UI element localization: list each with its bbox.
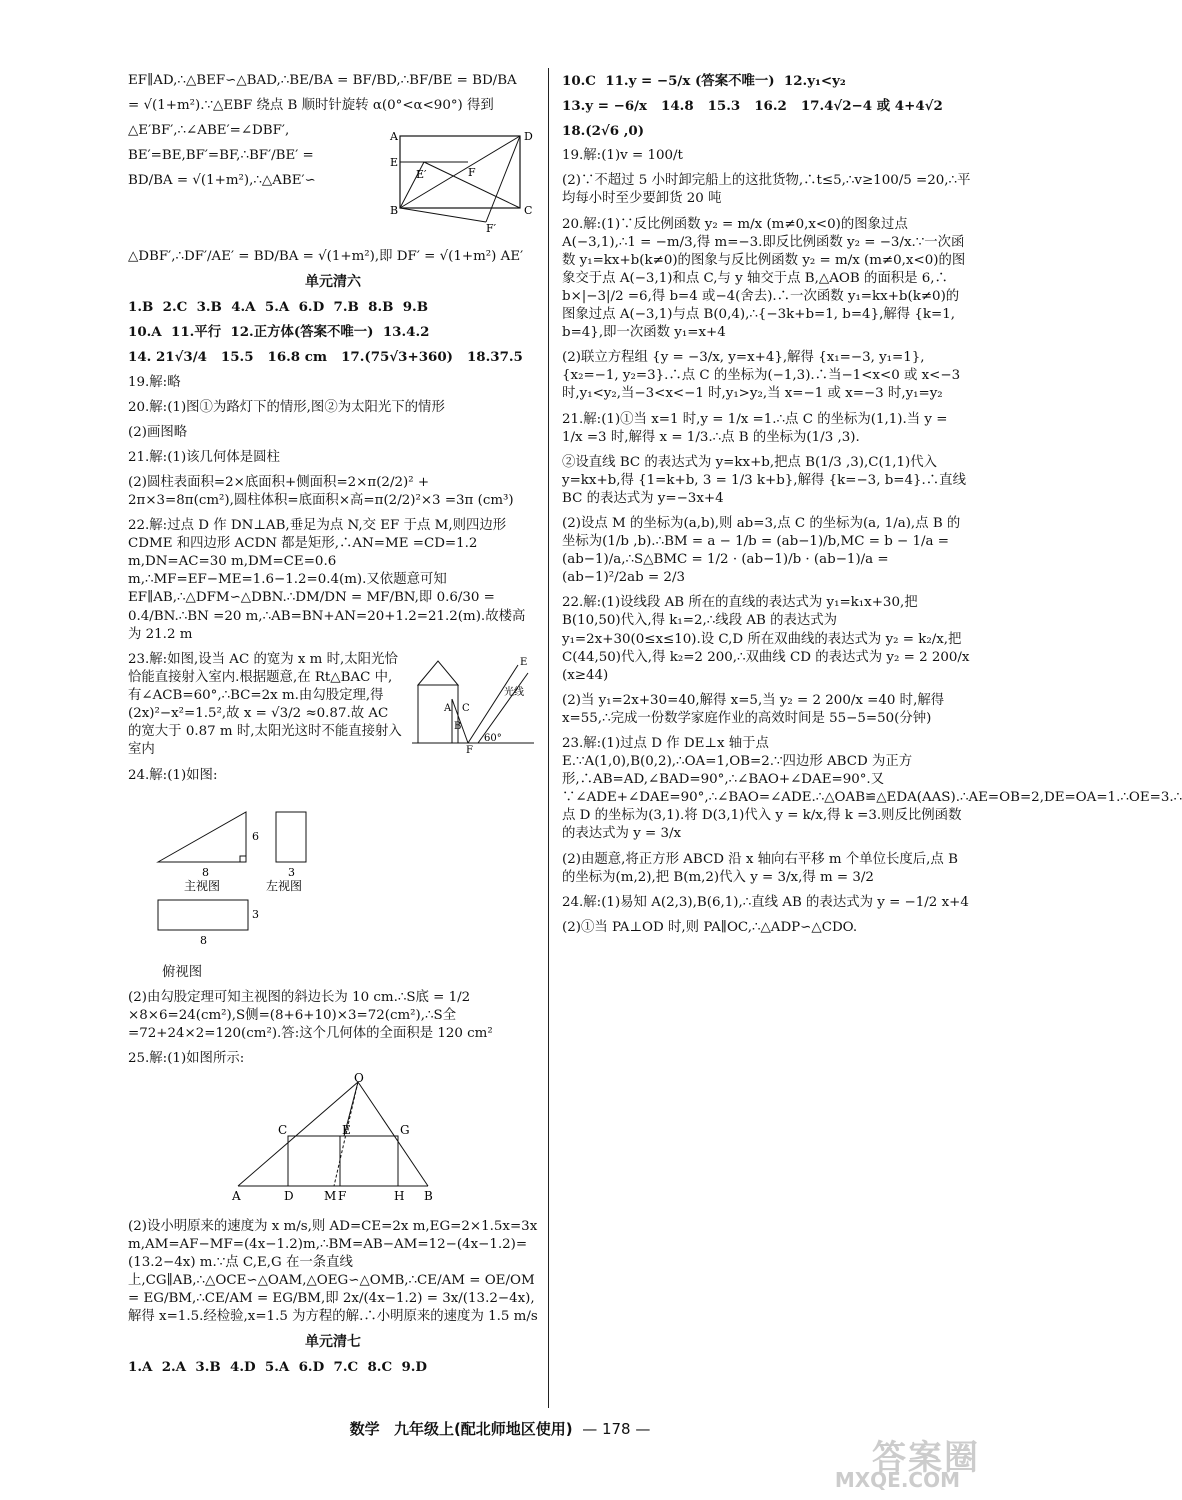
label-g: G xyxy=(400,1122,410,1137)
unit7-title: 单元清七 xyxy=(305,1334,361,1351)
answer-line: (2)由题意,将正方形 ABCD 沿 x 轴向右平移 m 个单位长度后,点 B 的坐标为(m,2),把 B(m,2)代入 y = 3/x,得 m = 3/2 xyxy=(562,851,963,885)
watermark-logo: 答案圈 xyxy=(872,1438,980,1478)
light-label: 光线 xyxy=(504,686,524,698)
label-f-prime: F′ xyxy=(486,222,497,236)
label-b: B xyxy=(454,720,462,732)
right-column xyxy=(562,72,1182,944)
answer-line: 23.解:(1)过点 D 作 DE⊥x 轴于点 E.∵A(1,0),B(0,2),∴OA=1,OB=2.∵四边形 ABCD 为正方形,∴AB=AD,∠BAD=90°,∴∠BAO+∠DAE=90°.又∵∠ADE+∠DAE=90°,∴∠BAO=∠ADE.∴△OAB≌△EDA(AAS).∴AE=OB=2,DE=OA=1.∴OE=3.∴点 D 的坐标为(3,1).将 D(3,1)代入 y = k/x,得 k =3.则反比例函数的表达式为 y = 3/x xyxy=(562,736,1182,842)
answer-line: 25.解:(1)如图所示: xyxy=(128,1051,245,1067)
answer-line: 20.解:(1)∵反比例函数 y₂ = m/x (m≠0,x<0)的图象过点 A(−3,1),∴1 = −m/3,得 m=−3.即反比例函数 y₂ = −3/x.∵一次函数 y₁=kx+b(k≠0)的图象与反比例函数 y₂ = m/x (m≠0,x<0)的图象交于点 A(−3,1)和点 C,与 y 轴交于点 B,△AOB 的面积是 6,∴ b×|−3|/2 =6,得 b=4 或−4(舍去).∴一次函数 y₁=kx+b(k≠0)的图象过点 A(−3,1)与点 B(0,4),∴{−3k+b=1, b=4},解得 {k=1, b=4},即一次函数 y₁=x+4 xyxy=(562,216,966,341)
label-f: F xyxy=(468,166,476,180)
label-c: C xyxy=(524,204,533,218)
answer-line: 24.解:(1)如图: xyxy=(128,767,218,783)
answer-line: (2)当 y₁=2x+30=40,解得 x=5,当 y₂ = 2 200/x =40 时,解得 x=55,∴完成一份数学家庭作业的高效时间是 55−5=50(分钟) xyxy=(562,692,949,726)
label-e: E xyxy=(520,656,528,668)
answer-line: 21.解:(1)①当 x=1 时,y = 1/x =1.∴点 C 的坐标为(1,1).当 y = 1/x =3 时,解得 x = 1/3.∴点 B 的坐标为(1/3 ,3). xyxy=(562,411,952,445)
answer-line: 22.解:过点 D 作 DN⊥AB,垂足为点 N,交 EF 于点 M,则四边形 CDME 和四边形 ACDN 都是矩形,∴AN=ME =CD=1.2 m,DN=AC=30 m,DM=CE=0.6 m,∴MF=EF−ME=1.6−1.2=0.4(m).又依题意可知 EF∥AB,∴△DFM∽△DBN.∴DM/DN = MF/BN,即 0.6/30 = 0.4/BN.∴BN =20 m,∴AB=BN+AN=20+1.2=21.2(m).故楼高为 21.2 m xyxy=(128,518,526,642)
top-height: 3 xyxy=(252,907,259,921)
angle-label: 60° xyxy=(484,732,502,744)
label-h: H xyxy=(394,1188,405,1203)
three-views-figure xyxy=(128,792,538,958)
streetlight-shadow-figure xyxy=(128,1070,538,1212)
answer-line: (2)画图略 xyxy=(128,424,188,440)
answer-line: (2)由勾股定理可知主视图的斜边长为 10 cm.∴S底 = 1/2 ×8×6=24(cm²),S侧=(8+6+10)×3=72(cm²),∴S全=72+24×2=120(cm²).答:这个几何体的全面积是 120 cm² xyxy=(128,990,493,1042)
answer-line: (2)∵不超过 5 小时卸完船上的这批货物,∴t≤5,∴v≥100/5 =20,∴平均每小时至少要卸货 20 吨 xyxy=(562,173,971,207)
house-sunlight-figure xyxy=(408,655,538,761)
page-number: — 178 — xyxy=(582,1420,651,1438)
answer-line: 19.解:略 xyxy=(128,374,181,390)
answer-line: (2)设小明原来的速度为 x m/s,则 AD=CE=2x m,EG=2×1.5x=3x m,AM=AF−MF=(4x−1.2)m,∴BM=AB−AM=12−(4x−1.2)=(13.2−4x) m.∵点 C,E,G 在一条直线上,CG∥AB,∴△OCE∽△OAM,△OEG∽△OMB,∴CE/AM = OE/OM = EG/BM,∴CE/AM = EG/BM,即 2x/(4x−1.2) = 3x/(13.2−4x),解得 x=1.5.经检验,x=1.5 为方程的解.∴小明原来的速度为 1.5 m/s xyxy=(128,1218,542,1325)
label-a: A xyxy=(390,130,398,144)
side-view-label: 左视图 xyxy=(266,878,303,893)
label-e: E xyxy=(390,156,399,170)
footer-subject: 数学 xyxy=(349,1420,380,1438)
answer-line: (2)①当 PA⊥OD 时,则 PA∥OC,∴△ADP∽△CDO. xyxy=(562,919,858,935)
label-f: F xyxy=(338,1188,347,1203)
label-a: A xyxy=(232,1188,241,1203)
page-footer xyxy=(0,1418,1000,1439)
answer-line: 10.A 11.平行 12.正方体(答案不唯一) 13.4.2 xyxy=(128,324,430,341)
text-line: △E′BF′,∴∠ABE′=∠DBF′, xyxy=(128,123,290,139)
answer-line: 1.A 2.A 3.B 4.D 5.A 6.D 7.C 8.C 9.D xyxy=(128,1359,428,1376)
rectangle-rotation-figure xyxy=(388,126,538,242)
text-line: BE′=BE,BF′=BF,∴BF′/BE′ = xyxy=(128,148,314,164)
watermark-url: MXQE.COM xyxy=(834,1468,960,1492)
text-line: △DBF′,∴DF′/AE′ = BD/BA = √(1+m²),即 DF′ = √(1+m²) AE′ xyxy=(128,249,524,265)
footer-grade: 九年级上(配北师地区使用) xyxy=(393,1420,573,1438)
label-a: A xyxy=(444,702,452,714)
label-d: D xyxy=(524,130,533,144)
answer-line: 13.y = −6/x 14.8 15.3 16.2 17.4√2−4 或 4+4√2 xyxy=(562,98,943,115)
answer-line: (2)联立方程组 {y = −3/x, y=x+4},解得 {x₁=−3, y₁=1},{x₂=−1, y₂=3}.∴点 C 的坐标为(−1,3).∴当−1<x<0 或 x<−3 时,y₁<y₂,当−3<x<−1 时,y₁>y₂,当 x=−1 或 x=−3 时,y₁=y₂ xyxy=(562,350,965,402)
front-base: 8 xyxy=(202,865,209,879)
label-b: B xyxy=(390,204,399,218)
top-view-label: 俯视图 xyxy=(162,965,203,981)
front-view-label: 主视图 xyxy=(184,878,221,893)
answer-line: ②设直线 BC 的表达式为 y=kx+b,把点 B(1/3 ,3),C(1,1)代入 y=kx+b,得 {1=k+b, 3 = 1/3 k+b},解得 {k=−3, b=4}.∴直线 BC 的表达式为 y=−3x+4 xyxy=(562,454,971,506)
front-height: 6 xyxy=(252,829,259,843)
answer-line: 19.解:(1)v = 100/t xyxy=(562,148,683,164)
column-divider xyxy=(548,68,549,1408)
label-d: D xyxy=(284,1188,294,1203)
label-m: M xyxy=(324,1188,337,1203)
answer-line: (2)圆柱表面积=2×底面积+侧面积=2×π(2/2)² + 2π×3=8π(cm²),圆柱体积=底面积×高=π(2/2)²×3 =3π (cm³) xyxy=(128,474,514,509)
answer-line: (2)设点 M 的坐标为(a,b),则 ab=3,点 C 的坐标为(a, 1/a),点 B 的坐标为(1/b ,b).∴BM = a − 1/b = (ab−1)/b,MC = b − 1/a = (ab−1)/a,∴S△BMC = 1/2 · (ab−1)/b · (ab−1)/a = (ab−1)²/2ab = 2/3 xyxy=(562,515,961,586)
text-line: BD/BA = √(1+m²),∴△ABE′∽ xyxy=(128,173,316,189)
answer-line: 18.(2√6 ,0) xyxy=(562,123,645,140)
answer-line: 20.解:(1)图①为路灯下的情形,图②为太阳光下的情形 xyxy=(128,399,445,415)
answer-line: 10.C 11.y = −5/x (答案不唯一) 12.y₁<y₂ xyxy=(562,73,846,89)
label-c: C xyxy=(278,1122,288,1137)
label-e: E xyxy=(342,1122,351,1137)
label-c: C xyxy=(462,702,470,714)
text-line: = √(1+m²).∵△EBF 绕点 B 顺时针旋转 α(0°<α<90°) 得到 xyxy=(128,98,494,114)
answer-line: 21.解:(1)该几何体是圆柱 xyxy=(128,449,280,465)
label-e-prime: E′ xyxy=(416,168,427,182)
answer-line: 14. 21√3/4 15.5 16.8 cm 17.(75√3+360) 18.37.5 xyxy=(128,349,523,366)
label-o: O xyxy=(354,1070,364,1085)
answer-line: 23.解:如图,设当 AC 的宽为 x m 时,太阳光恰恰能直接射入室内.根据题意,在 Rt△BAC 中,有∠ACB=60°,∴BC=2x m.由勾股定理,得 (2x)²−x²=1.5²,故 x = √3/2 ≈0.87.故 AC 的宽大于 0.87 m 时,太阳光这时不能直接射入室内 xyxy=(128,651,402,758)
top-width: 8 xyxy=(200,933,207,947)
unit6-title: 单元清六 xyxy=(305,274,361,291)
answer-line: 24.解:(1)易知 A(2,3),B(6,1),∴直线 AB 的表达式为 y = −1/2 x+4 xyxy=(562,894,969,910)
answer-line: 22.解:(1)设线段 AB 所在的直线的表达式为 y₁=k₁x+30,把 B(10,50)代入,得 k₁=2,∴线段 AB 的表达式为 y₁=2x+30(0≤x≤10).设 C,D 所在双曲线的表达式为 y₂ = k₂/x,把 C(44,50)代入,得 k₂=2 200,∴双曲线 CD 的表达式为 y₂ = 2 200/x (x≥44) xyxy=(562,595,974,683)
answer-line: 1.B 2.C 3.B 4.A 5.A 6.D 7.B 8.B 9.B xyxy=(128,299,429,316)
label-b: B xyxy=(424,1188,433,1203)
side-width: 3 xyxy=(288,865,295,879)
label-f: F xyxy=(466,744,473,756)
text-line: EF∥AD,∴△BEF∽△BAD,∴BE/BA = BF/BD,∴BF/BE = BD/BA xyxy=(128,73,517,88)
left-column xyxy=(128,72,542,1383)
